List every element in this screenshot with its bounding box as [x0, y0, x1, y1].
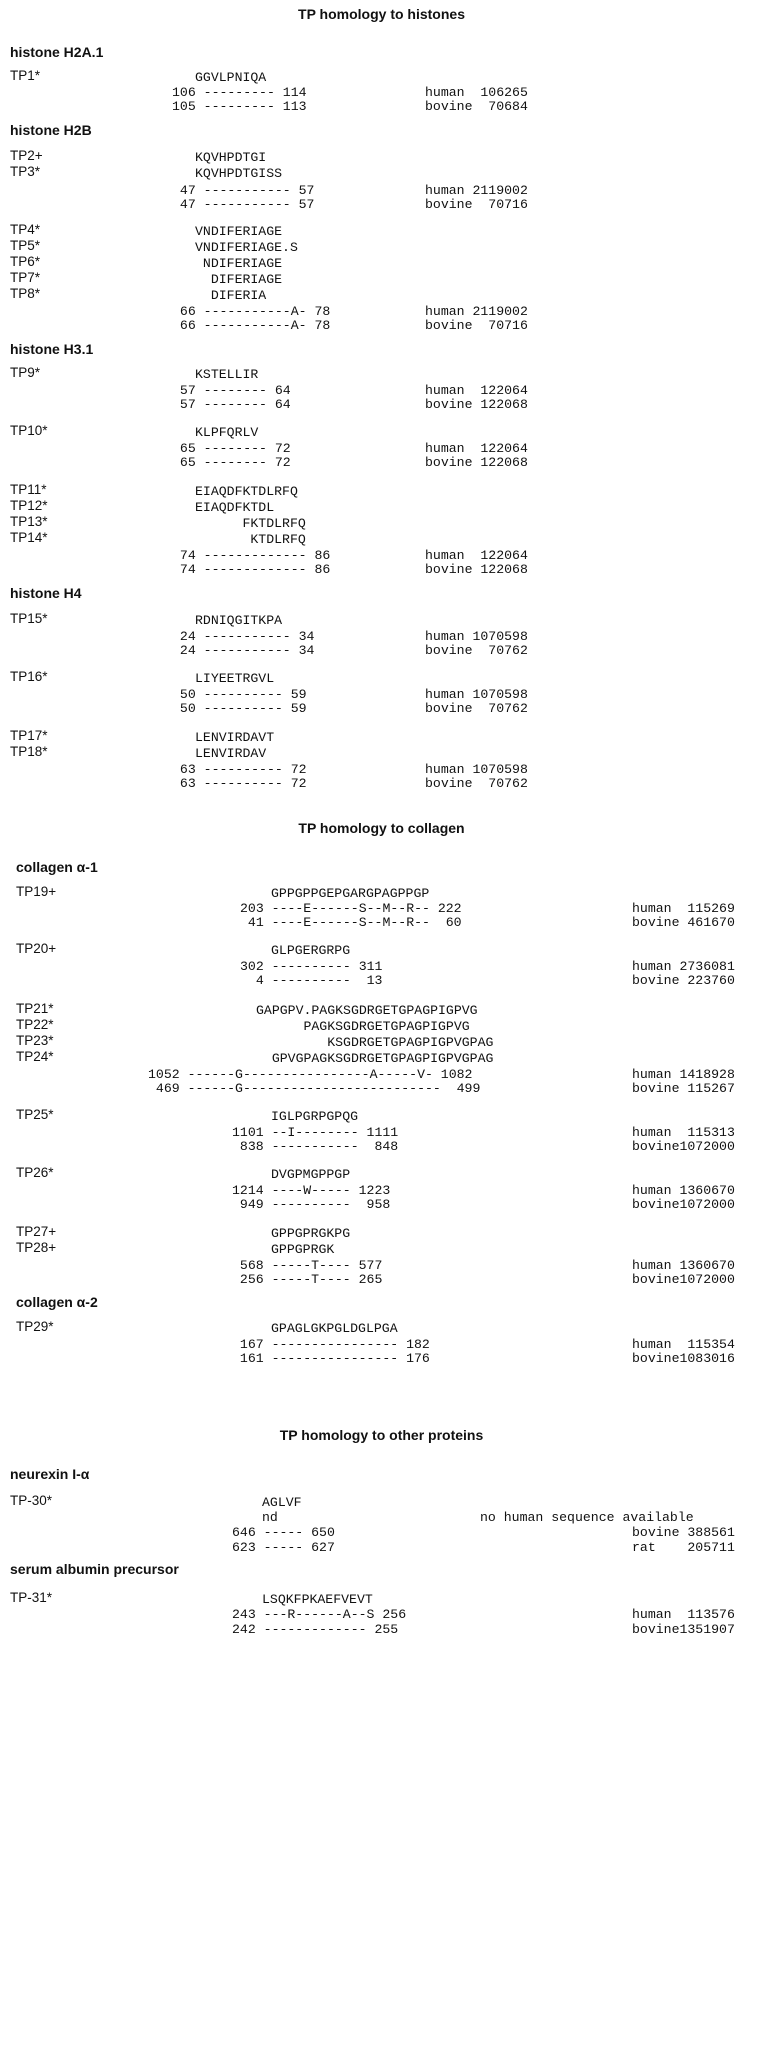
range-line: 568 -----T---- 577 — [232, 1258, 383, 1273]
range-line: 623 ----- 627 — [232, 1540, 335, 1555]
peptide-sequence: EIAQDFKTDL — [195, 500, 275, 515]
species-accession: bovine1083016 — [632, 1351, 735, 1366]
range-line: 65 -------- 72 — [172, 455, 291, 470]
peptide-id: TP2+ — [10, 148, 43, 163]
peptide-id: TP23* — [16, 1033, 54, 1048]
section-title-histones: TP homology to histones — [298, 6, 465, 22]
peptide-id: TP5* — [10, 238, 41, 253]
species-accession: human 1360670 — [632, 1183, 735, 1198]
peptide-sequence: KSTELLIR — [195, 367, 259, 382]
species-accession: human 122064 — [425, 548, 528, 563]
species-accession: bovine1072000 — [632, 1272, 735, 1287]
peptide-id: TP1* — [10, 68, 41, 83]
species-accession: bovine 122068 — [425, 455, 528, 470]
range-line: 243 ---R------A--S 256 — [232, 1607, 407, 1622]
peptide-sequence: GLPGERGRPG — [271, 943, 351, 958]
species-accession: bovine1351907 — [632, 1622, 735, 1637]
peptide-sequence: GAPGPV.PAGKSGDRGETGPAGPIGPVG — [256, 1003, 478, 1018]
species-accession: human 122064 — [425, 441, 528, 456]
peptide-sequence: GPPGPRGK — [271, 1242, 335, 1257]
group-title-collagen-a2: collagen α-2 — [16, 1294, 98, 1310]
group-title-neurexin: neurexin I-α — [10, 1466, 90, 1482]
group-title-h2b: histone H2B — [10, 122, 92, 138]
peptide-sequence: VNDIFERIAGE.S — [195, 240, 298, 255]
range-line: 50 ---------- 59 — [172, 687, 307, 702]
range-line: 106 --------- 114 — [172, 85, 307, 100]
peptide-sequence: GPAGLGKPGLDGLPGA — [271, 1321, 398, 1336]
species-accession: human 122064 — [425, 383, 528, 398]
peptide-sequence: FKTDLRFQ — [195, 516, 306, 531]
peptide-id: TP29* — [16, 1319, 54, 1334]
peptide-sequence: GPPGPPGEPGARGPAGPPGP — [271, 886, 430, 901]
peptide-id: TP4* — [10, 222, 41, 237]
peptide-id: TP25* — [16, 1107, 54, 1122]
range-line: 646 ----- 650 — [232, 1525, 335, 1540]
species-accession: bovine 115267 — [632, 1081, 735, 1096]
range-line: 105 --------- 113 — [172, 99, 307, 114]
species-accession: bovine 70684 — [425, 99, 528, 114]
range-line: 1052 ------G----------------A-----V- 1082 — [148, 1067, 473, 1082]
range-line: 50 ---------- 59 — [172, 701, 307, 716]
peptide-sequence: LENVIRDAVT — [195, 730, 275, 745]
range-line: 1101 --I-------- 1111 — [232, 1125, 399, 1140]
species-accession: bovine1072000 — [632, 1197, 735, 1212]
peptide-id: TP10* — [10, 423, 48, 438]
species-accession: bovine 122068 — [425, 562, 528, 577]
species-accession: human 106265 — [425, 85, 528, 100]
species-accession: bovine 70716 — [425, 197, 528, 212]
range-line: 41 ----E------S--M--R-- 60 — [240, 915, 462, 930]
range-line: 949 ---------- 958 — [232, 1197, 391, 1212]
peptide-sequence: KQVHPDTGISS — [195, 166, 283, 181]
peptide-sequence: DIFERIA — [195, 288, 267, 303]
species-accession: bovine 388561 — [632, 1525, 735, 1540]
peptide-sequence: DIFERIAGE — [195, 272, 283, 287]
peptide-sequence: NDIFERIAGE — [195, 256, 283, 271]
peptide-id: TP-30* — [10, 1493, 53, 1508]
note-nd: nd — [262, 1510, 278, 1525]
range-line: 47 ----------- 57 — [172, 197, 315, 212]
peptide-sequence: KSGDRGETGPAGPIGPVGPAG — [256, 1035, 494, 1050]
peptide-id: TP19+ — [16, 884, 57, 899]
peptide-sequence: DVGPMGPPGP — [271, 1167, 351, 1182]
section-title-other-proteins: TP homology to other proteins — [279, 1427, 484, 1443]
species-accession: human 2119002 — [425, 183, 528, 198]
peptide-sequence: PAGKSGDRGETGPAGPIGPVG — [256, 1019, 470, 1034]
species-accession: bovine 70762 — [425, 701, 528, 716]
species-accession: human 1360670 — [632, 1258, 735, 1273]
species-accession: human 115313 — [632, 1125, 735, 1140]
peptide-id: TP15* — [10, 611, 48, 626]
peptide-sequence: RDNIQGITKPA — [195, 613, 283, 628]
peptide-id: TP7* — [10, 270, 41, 285]
species-accession: human 1418928 — [632, 1067, 735, 1082]
peptide-sequence: KTDLRFQ — [195, 532, 306, 547]
peptide-id: TP11* — [10, 482, 47, 497]
peptide-id: TP26* — [16, 1165, 54, 1180]
peptide-sequence: LENVIRDAV — [195, 746, 267, 761]
peptide-id: TP28+ — [16, 1240, 57, 1255]
peptide-id: TP3* — [10, 164, 41, 179]
range-line: 838 ----------- 848 — [232, 1139, 399, 1154]
range-line: 66 -----------A- 78 — [172, 304, 331, 319]
peptide-id: TP18* — [10, 744, 48, 759]
range-line: 302 ---------- 311 — [240, 959, 383, 974]
peptide-sequence: VNDIFERIAGE — [195, 224, 283, 239]
peptide-id: TP13* — [10, 514, 48, 529]
peptide-sequence: KQVHPDTGI — [195, 150, 267, 165]
species-accession: bovine 70716 — [425, 318, 528, 333]
range-line: 256 -----T---- 265 — [232, 1272, 383, 1287]
peptide-id: TP-31* — [10, 1590, 53, 1605]
peptide-sequence: EIAQDFKTDLRFQ — [195, 484, 298, 499]
range-line: 203 ----E------S--M--R-- 222 — [240, 901, 462, 916]
range-line: 65 -------- 72 — [172, 441, 291, 456]
range-line: 74 ------------- 86 — [172, 548, 331, 563]
peptide-sequence: GGVLPNIQA — [195, 70, 267, 85]
group-title-h4: histone H4 — [10, 585, 82, 601]
species-accession: bovine 122068 — [425, 397, 528, 412]
section-title-collagen: TP homology to collagen — [298, 820, 465, 836]
peptide-sequence: LIYEETRGVL — [195, 671, 275, 686]
species-accession: bovine 461670 — [632, 915, 735, 930]
peptide-id: TP16* — [10, 669, 48, 684]
species-accession: bovine 223760 — [632, 973, 735, 988]
peptide-sequence: AGLVF — [262, 1495, 302, 1510]
range-line: 63 ---------- 72 — [172, 762, 307, 777]
range-line: 66 -----------A- 78 — [172, 318, 331, 333]
range-line: 57 -------- 64 — [172, 383, 291, 398]
range-line: 1214 ----W----- 1223 — [232, 1183, 391, 1198]
range-line: 161 ---------------- 176 — [232, 1351, 430, 1366]
no-human-sequence-note: no human sequence available — [480, 1510, 694, 1525]
group-title-h31: histone H3.1 — [10, 341, 94, 357]
peptide-id: TP9* — [10, 365, 41, 380]
species-accession: bovine 70762 — [425, 776, 528, 791]
peptide-sequence: LSQKFPKAEFVEVT — [262, 1592, 373, 1607]
species-accession: human 2736081 — [632, 959, 735, 974]
species-accession: human 2119002 — [425, 304, 528, 319]
peptide-id: TP6* — [10, 254, 41, 269]
species-accession: human 115354 — [632, 1337, 735, 1352]
group-title-collagen-a1: collagen α-1 — [16, 859, 98, 875]
species-accession: rat 205711 — [632, 1540, 735, 1555]
range-line: 167 ---------------- 182 — [232, 1337, 430, 1352]
peptide-id: TP17* — [10, 728, 48, 743]
group-title-serum-albumin: serum albumin precursor — [10, 1561, 179, 1577]
peptide-id: TP12* — [10, 498, 48, 513]
peptide-sequence: IGLPGRPGPQG — [271, 1109, 359, 1124]
species-accession: human 1070598 — [425, 629, 528, 644]
peptide-id: TP8* — [10, 286, 41, 301]
species-accession: bovine 70762 — [425, 643, 528, 658]
range-line: 469 ------G------------------------- 499 — [148, 1081, 481, 1096]
group-title-h2a1: histone H2A.1 — [10, 44, 104, 60]
peptide-sequence: GPVGPAGKSGDRGETGPAGPIGPVGPAG — [256, 1051, 494, 1066]
peptide-id: TP20+ — [16, 941, 57, 956]
peptide-sequence: GPPGPRGKPG — [271, 1226, 351, 1241]
species-accession: human 113576 — [632, 1607, 735, 1622]
range-line: 63 ---------- 72 — [172, 776, 307, 791]
peptide-id: TP24* — [16, 1049, 54, 1064]
range-line: 47 ----------- 57 — [172, 183, 315, 198]
peptide-id: TP22* — [16, 1017, 54, 1032]
peptide-sequence: KLPFQRLV — [195, 425, 259, 440]
range-line: 74 ------------- 86 — [172, 562, 331, 577]
range-line: 57 -------- 64 — [172, 397, 291, 412]
species-accession: bovine1072000 — [632, 1139, 735, 1154]
range-line: 24 ----------- 34 — [172, 629, 315, 644]
range-line: 24 ----------- 34 — [172, 643, 315, 658]
range-line: 242 ------------- 255 — [232, 1622, 399, 1637]
species-accession: human 1070598 — [425, 762, 528, 777]
peptide-id: TP27+ — [16, 1224, 57, 1239]
species-accession: human 1070598 — [425, 687, 528, 702]
peptide-id: TP14* — [10, 530, 48, 545]
range-line: 4 ---------- 13 — [240, 973, 383, 988]
peptide-id: TP21* — [16, 1001, 54, 1016]
species-accession: human 115269 — [632, 901, 735, 916]
